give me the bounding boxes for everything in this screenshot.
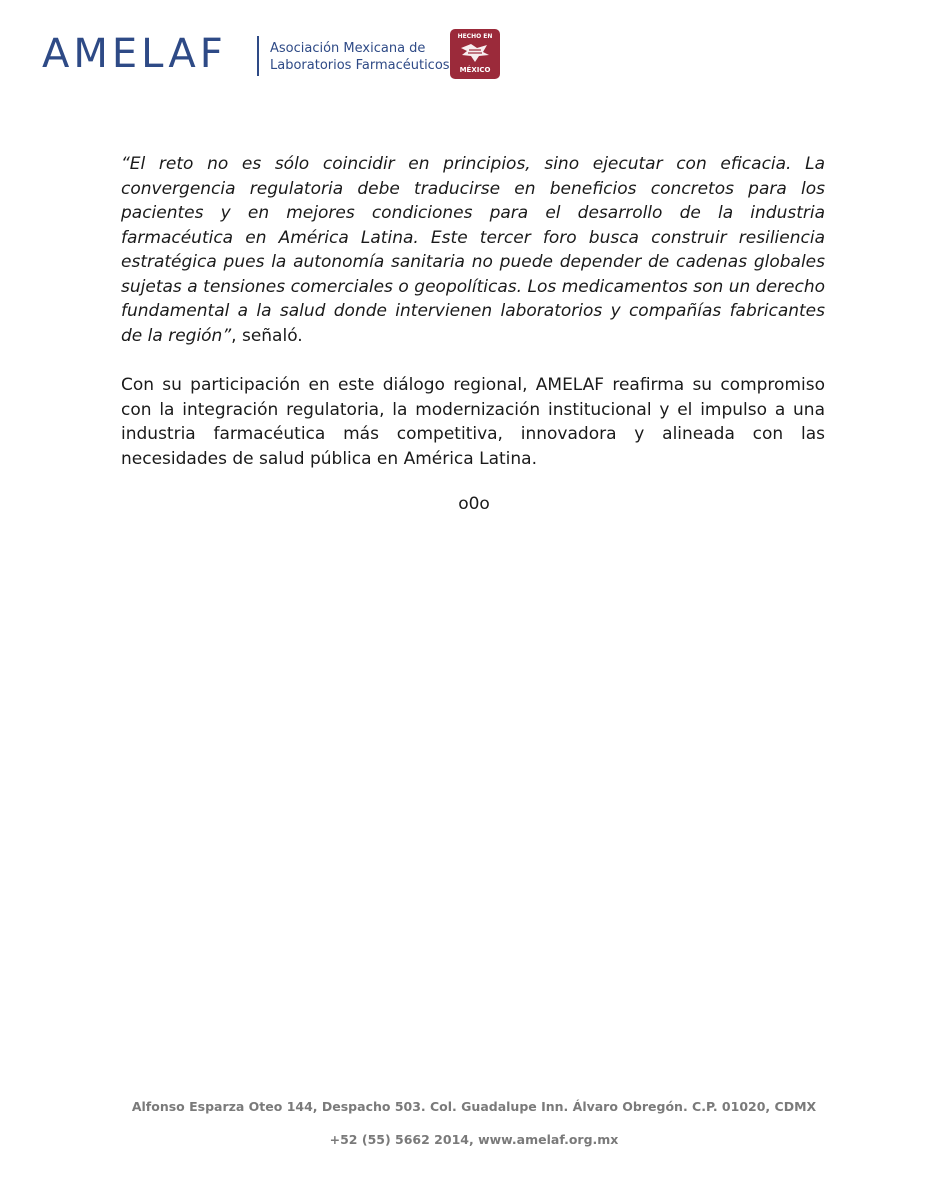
footer-address: Alfonso Esparza Oteo 144, Despacho 503. Col. Guadalupe Inn. Álvaro Obregón. C.P. 01020, CDMX [131, 1099, 817, 1114]
letterhead [42, 28, 512, 84]
section-separator: o0o [458, 494, 490, 514]
org-name-line1: Asociación Mexicana de [270, 41, 426, 56]
quote-paragraph [121, 152, 825, 348]
quote-text: “El reto no es sólo coincidir en principios, sino ejecutar con eficacia. La convergencia regulatoria debe traducirse en beneficios concretos para los pacientes y en mejores condiciones para el desarrollo de la industria farmacéutica en América Latina. Este tercer foro busca construir resiliencia estratégica pues la autonomía sanitaria no puede depender de cadenas globales sujetas a tensiones comerciales o geopolíticas. Los medicamentos son un derecho fundamental a la salud donde intervienen laboratorios y compañías fabricantes de la región” [121, 154, 825, 346]
closing-paragraph: Con su participación en este diálogo regional, AMELAF reafirma su compromiso con la integración regulatoria, la modernización institucional y el impulso a una industria farmacéutica más competitiva, innovadora y alineada con las necesidades de salud pública en América Latina. [121, 375, 825, 469]
document-body [121, 152, 825, 471]
hecho-en-mexico-badge [450, 29, 500, 79]
org-name-line2: Laboratorios Farmacéuticos [270, 58, 450, 73]
badge-text-top: HECHO EN [457, 33, 493, 40]
badge-text-bottom: MÉXICO [459, 66, 491, 74]
logo-divider [257, 36, 259, 76]
organization-name [270, 40, 470, 74]
eagle-icon [459, 42, 491, 64]
quote-attribution: , señaló. [231, 325, 303, 346]
amelaf-logo: AMELAF [42, 31, 227, 77]
footer-contact: +52 (55) 5662 2014, www.amelaf.org.mx [329, 1132, 619, 1147]
